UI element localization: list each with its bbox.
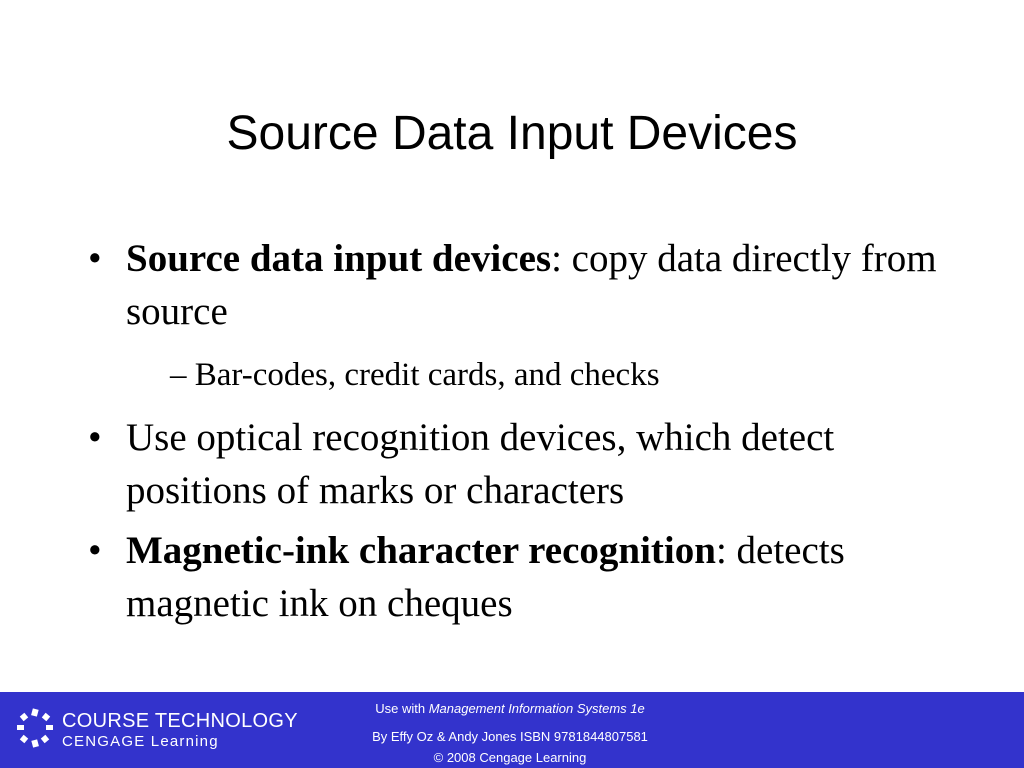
bullet-dot: • [88, 416, 102, 459]
credit-prefix: Use with [375, 701, 429, 716]
course-technology-logo [16, 706, 296, 756]
sub-bullet-item [88, 353, 968, 397]
credit-line-authors: By Effy Oz & Andy Jones ISBN 9781844807581 [372, 729, 648, 744]
bullet-text: : copy data directly from source [126, 237, 937, 333]
bullet-dot: • [88, 237, 102, 280]
footer-bar [0, 692, 1024, 768]
logo-subtitle: CENGAGE Learning [62, 733, 219, 750]
bullet-dot: • [88, 529, 102, 572]
bullet-text: : detects magnetic ink on cheques [126, 529, 845, 625]
course-technology-logo-icon [16, 708, 54, 748]
copyright: © 2008 Cengage Learning [433, 750, 587, 765]
credit-line-book [270, 701, 750, 716]
bullet-item [88, 524, 968, 630]
bullet-item [88, 411, 968, 517]
bullet-bold-term: Source data input devices [126, 237, 552, 280]
bullet-text: Use optical recognition devices, which detect positions of marks or characters [126, 416, 835, 512]
bullet-list [88, 232, 968, 630]
credit-book-title: Management Information Systems 1e [428, 701, 645, 716]
logo-wordmark: COURSE TECHNOLOGY [62, 710, 298, 732]
bullet-item [88, 232, 968, 338]
slide-title: Source Data Input Devices [226, 107, 798, 160]
sub-bullet-text: Bar-codes, credit cards, and checks [194, 357, 660, 393]
bullet-bold-term: Magnetic-ink character recognition [126, 529, 716, 572]
sub-bullet-dash: – [170, 357, 187, 393]
